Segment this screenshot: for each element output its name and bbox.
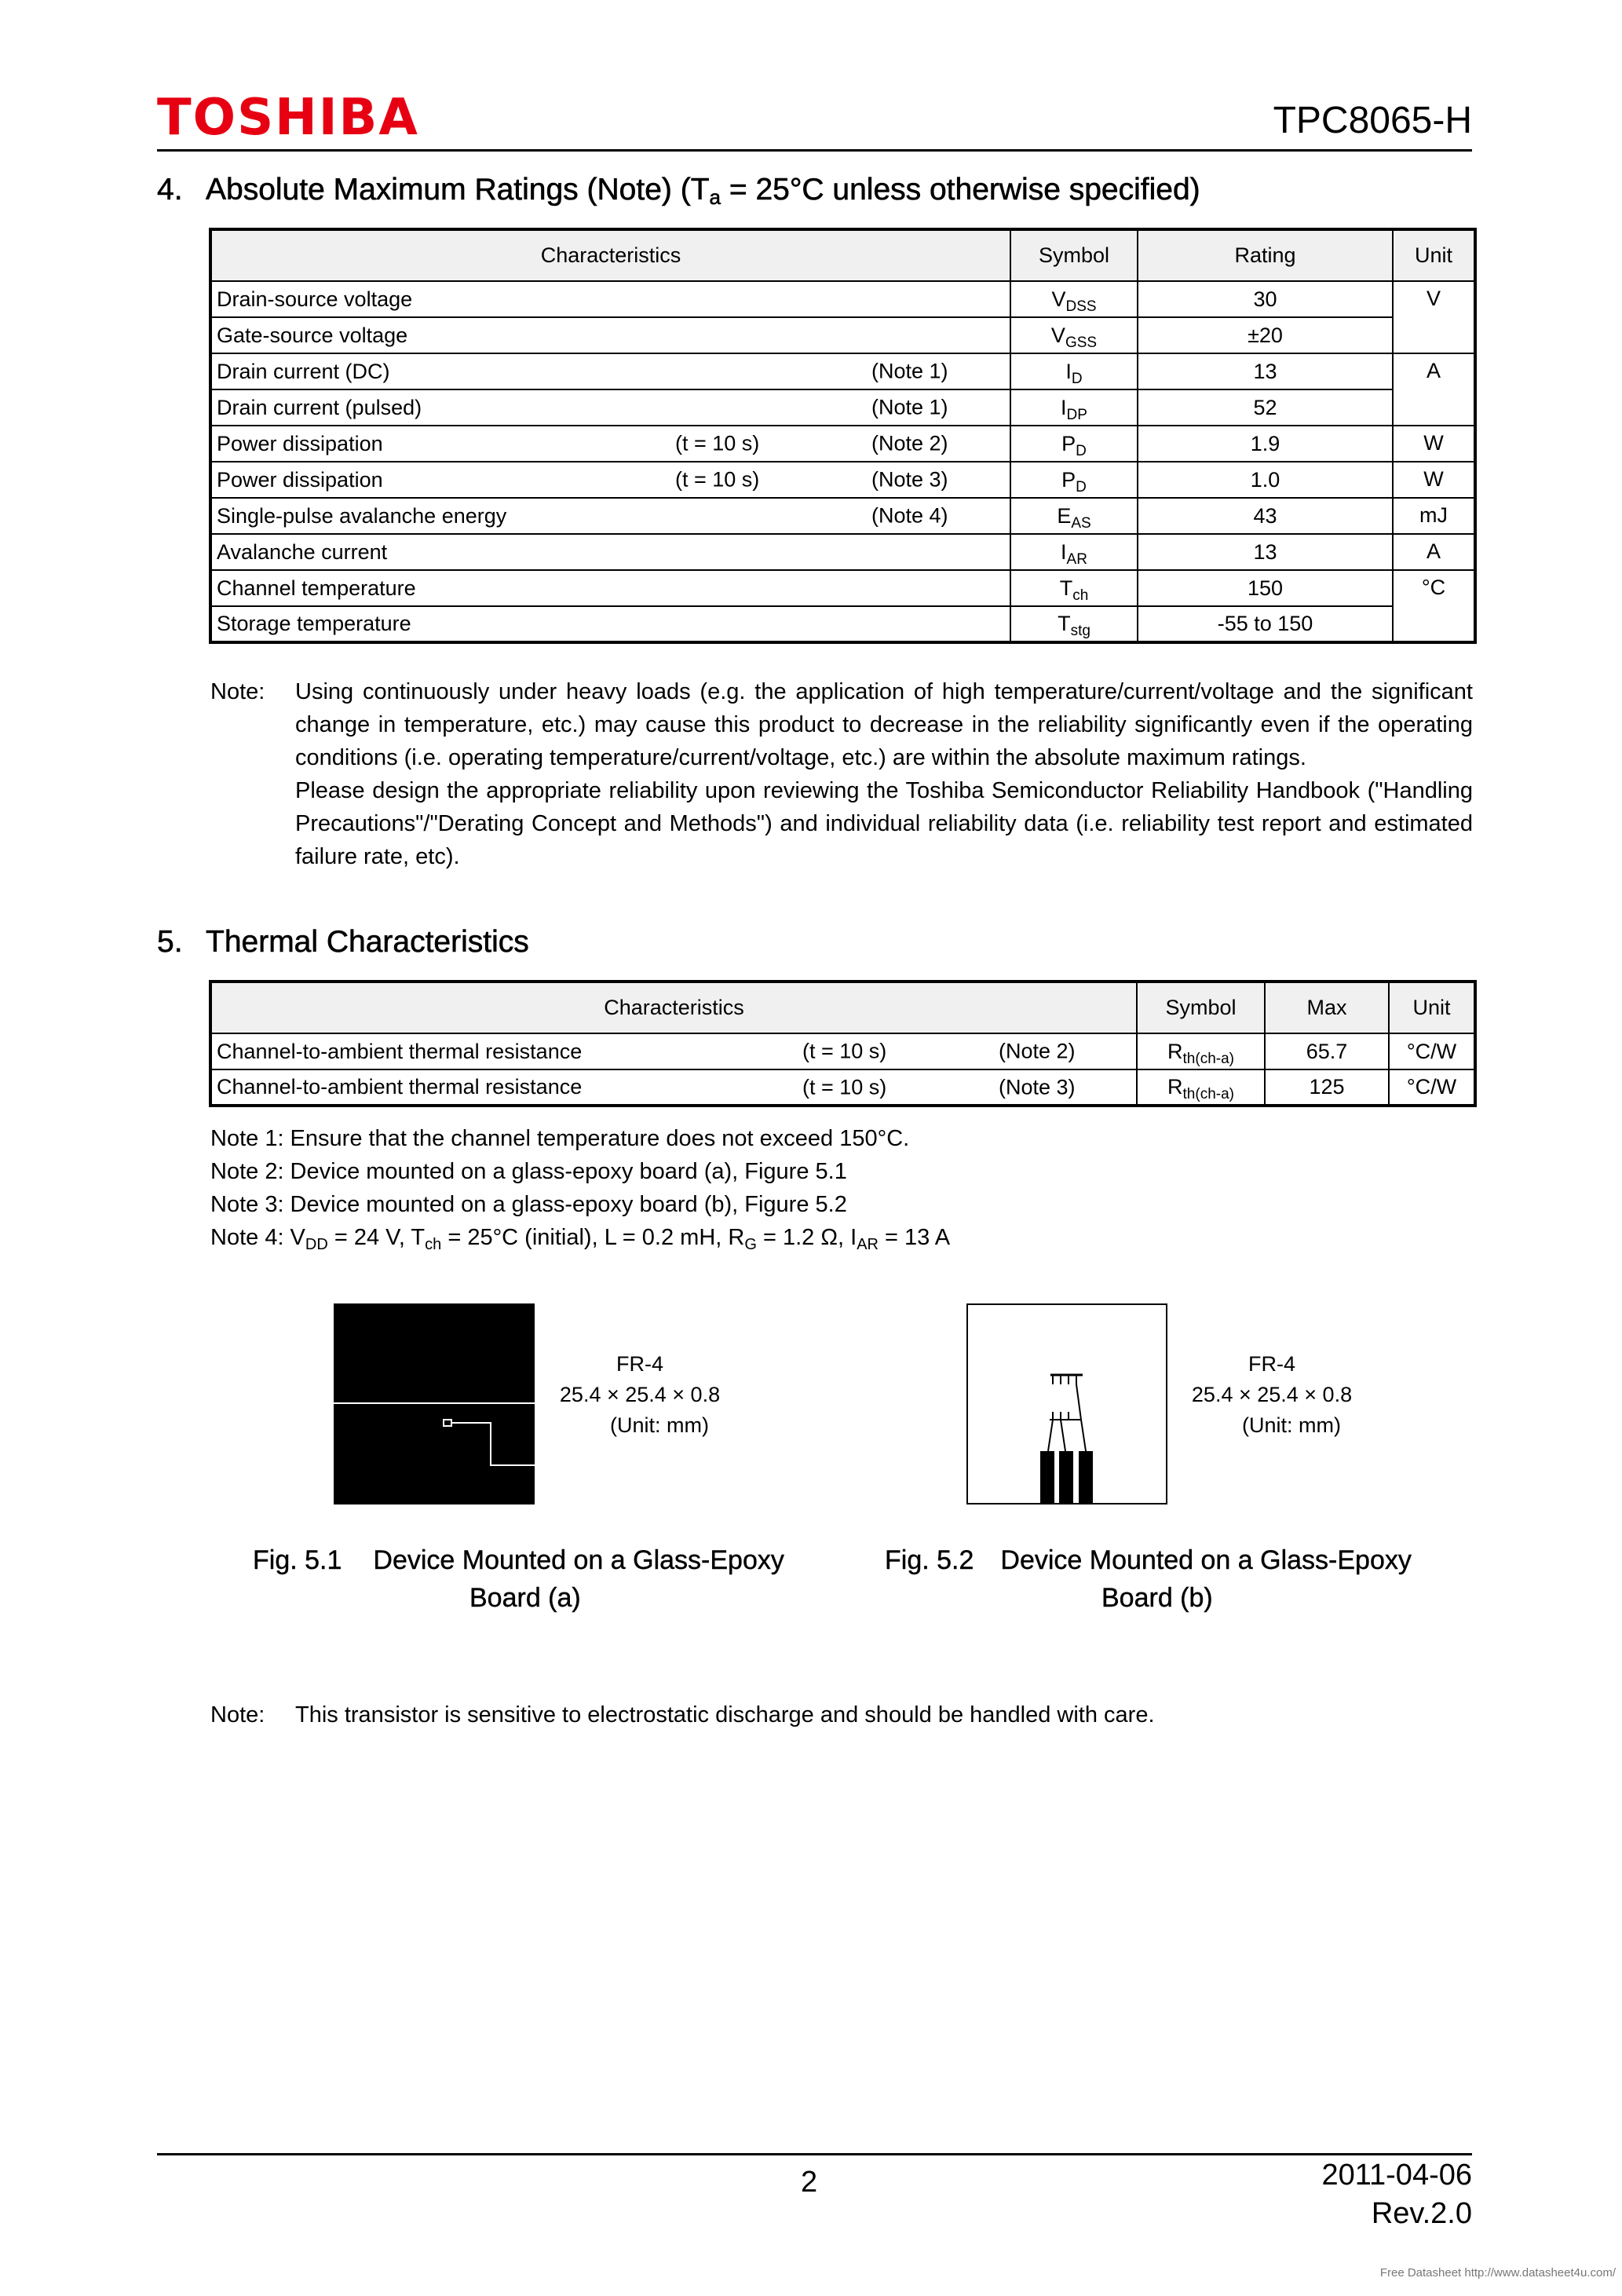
col-header: Max — [1265, 982, 1389, 1033]
characteristic-cell — [210, 317, 1010, 353]
characteristic-name: Drain current (pulsed) — [217, 395, 422, 419]
symbol-cell — [1010, 317, 1138, 353]
note-ref: (Note 3) — [871, 467, 948, 492]
symbol-cell — [1137, 1033, 1265, 1069]
section-number: 4. — [157, 173, 183, 207]
rating-cell: 1.0 — [1138, 462, 1393, 498]
col-header: Characteristics — [210, 982, 1137, 1033]
max-cell: 65.7 — [1265, 1033, 1389, 1069]
unit-cell: °C/W — [1389, 1033, 1475, 1069]
characteristic-cell — [210, 353, 1010, 389]
title-subscript: a — [709, 185, 721, 209]
characteristic-name: Channel temperature — [217, 576, 416, 600]
note-2: Note 2: Device mounted on a glass-epoxy board (a), Figure 5.1 — [210, 1159, 847, 1184]
note-ref: (Note 2) — [871, 431, 948, 455]
table-row — [210, 462, 1475, 498]
table-row — [210, 606, 1475, 642]
symbol-main: P — [1061, 467, 1076, 492]
unit-cell: W — [1393, 426, 1475, 462]
unit-cell: A — [1393, 534, 1475, 570]
page-number: 2 — [801, 2166, 818, 2199]
note-label: Note: — [210, 679, 265, 704]
max-cell: 125 — [1265, 1069, 1389, 1106]
thermal-characteristics-table — [209, 980, 1477, 1107]
condition: (t = 10 s) — [675, 467, 760, 492]
symbol-cell — [1010, 281, 1138, 317]
symbol-subscript: ch — [1072, 587, 1089, 604]
characteristic-name: Power dissipation — [217, 431, 383, 455]
unit-cell: A — [1393, 353, 1475, 426]
table-row — [210, 317, 1475, 353]
symbol-main: E — [1057, 503, 1072, 528]
characteristic-name: Avalanche current — [217, 539, 388, 564]
caption-number: Fig. 5.1 — [253, 1545, 342, 1575]
characteristic-name: Drain-source voltage — [217, 287, 413, 311]
col-header: Characteristics — [210, 229, 1010, 281]
symbol-subscript: DSS — [1065, 298, 1097, 315]
board-dimensions: 25.4 × 25.4 × 0.8 — [1191, 1383, 1353, 1406]
symbol-cell — [1137, 1069, 1265, 1106]
footer-rule — [157, 2153, 1472, 2155]
rating-cell: 13 — [1138, 534, 1393, 570]
caption-text: Device Mounted on a Glass-Epoxy — [373, 1545, 784, 1575]
col-header: Unit — [1389, 982, 1475, 1033]
symbol-main: I — [1061, 539, 1067, 564]
characteristic-name: Channel-to-ambient thermal resistance — [217, 1039, 583, 1063]
characteristic-cell — [210, 389, 1010, 426]
figure-5-1-specs — [550, 1349, 730, 1441]
symbol-cell — [1010, 534, 1138, 570]
characteristic-cell — [210, 281, 1010, 317]
symbol-cell — [1010, 606, 1138, 642]
figure-5-2-caption — [885, 1541, 1450, 1617]
note-4: Note 4: $V_{DD} = 24$ V, $T_{ch} = 25^\circ C$ (initial), L = 0.2 mH, $R_G = 1.2$ Ω, $I_{AR} = 13$ A — [210, 1225, 951, 1253]
title-text: = 25°C unless otherwise specified) — [721, 173, 1200, 207]
symbol-subscript: th(ch-a) — [1182, 1086, 1234, 1102]
symbol-main: R — [1167, 1039, 1183, 1063]
caption-text: Board (a) — [469, 1583, 581, 1613]
characteristic-cell — [210, 606, 1010, 642]
table-header-row — [210, 982, 1475, 1033]
characteristic-name: Single-pulse avalanche energy — [217, 503, 507, 528]
table-row — [210, 1033, 1475, 1069]
symbol-main: T — [1059, 576, 1073, 600]
section-number: 5. — [157, 925, 183, 959]
table-row — [210, 353, 1475, 389]
revision-date: 2011-04-06 — [1321, 2159, 1472, 2192]
board-unit: (Unit: mm) — [610, 1413, 709, 1437]
characteristic-cell — [210, 498, 1010, 534]
symbol-main: T — [1058, 612, 1071, 635]
col-header: Symbol — [1010, 229, 1138, 281]
revision-number: Rev.2.0 — [1371, 2197, 1472, 2230]
reliability-note — [295, 675, 1473, 873]
caption-text: Board (b) — [1101, 1583, 1213, 1613]
board-b-diagram — [966, 1303, 1167, 1504]
unit-cell: mJ — [1393, 498, 1475, 534]
section-4-title — [157, 173, 1200, 209]
col-header: Rating — [1138, 229, 1393, 281]
absolute-maximum-ratings-table — [209, 228, 1477, 644]
note-1: Note 1: Ensure that the channel temperature does not exceed 150°C. — [210, 1126, 910, 1151]
footnotes — [210, 1122, 950, 1254]
condition: (t = 10 s) — [675, 431, 760, 455]
title-text: Thermal Characteristics — [206, 925, 529, 959]
symbol-cell — [1010, 353, 1138, 389]
figure-5-1-board-a — [334, 1303, 535, 1504]
symbol-cell — [1010, 498, 1138, 534]
table-row — [210, 570, 1475, 606]
symbol-subscript: D — [1076, 442, 1087, 459]
unit-cell: °C/W — [1389, 1069, 1475, 1106]
symbol-main: R — [1167, 1075, 1183, 1099]
symbol-cell — [1010, 426, 1138, 462]
symbol-subscript: th(ch-a) — [1182, 1050, 1234, 1067]
characteristic-name: Storage temperature — [217, 612, 411, 635]
rating-cell: ±20 — [1138, 317, 1393, 353]
table-row — [210, 534, 1475, 570]
caption-number: Fig. 5.2 — [885, 1545, 974, 1575]
watermark-link[interactable]: Free Datasheet http://www.datasheet4u.com/ — [1379, 2266, 1616, 2280]
note-ref: (Note 2) — [999, 1039, 1076, 1063]
note-paragraph: Please design the appropriate reliability upon reviewing the Toshiba Semiconductor Reliability Handbook ("Handling Precautions"/"Derating Concept and Methods") and individual reliability data (i.e. reliability test report and estimated failure rate, etc). — [295, 778, 1473, 869]
esd-note: This transistor is sensitive to electrostatic discharge and should be handled with care. — [295, 1702, 1155, 1727]
table-row — [210, 389, 1475, 426]
table-row — [210, 426, 1475, 462]
unit-cell: V — [1393, 281, 1475, 353]
symbol-main: I — [1061, 395, 1067, 419]
col-header: Unit — [1393, 229, 1475, 281]
rating-cell: 43 — [1138, 498, 1393, 534]
board-dimensions: 25.4 × 25.4 × 0.8 — [559, 1383, 721, 1406]
esd-note-label: Note: — [210, 1702, 265, 1727]
rating-cell: 30 — [1138, 281, 1393, 317]
board-material: FR-4 — [1248, 1352, 1295, 1376]
characteristic-cell — [210, 570, 1010, 606]
symbol-subscript: DP — [1066, 406, 1087, 423]
symbol-main: P — [1061, 431, 1076, 455]
table-row — [210, 1069, 1475, 1106]
symbol-subscript: GSS — [1065, 334, 1098, 351]
rating-cell: 1.9 — [1138, 426, 1393, 462]
characteristic-cell — [210, 1069, 1137, 1106]
table-row — [210, 498, 1475, 534]
symbol-main: V — [1051, 287, 1066, 311]
note-paragraph: Using continuously under heavy loads (e.g. the application of high temperature/current/voltage and the significant change in temperature, etc.) may cause this product to decrease in the reliability significantly even if the operating conditions (i.e. operating temperature/current/voltage, etc.) are within the absolute maximum ratings. — [295, 679, 1473, 770]
condition: (t = 10 s) — [802, 1039, 887, 1063]
note-ref: (Note 1) — [871, 395, 948, 419]
symbol-cell — [1010, 462, 1138, 498]
header-rule — [157, 149, 1472, 152]
symbol-main: I — [1065, 359, 1072, 383]
section-5-title — [157, 927, 529, 957]
note-ref: (Note 1) — [871, 359, 948, 383]
condition: (t = 10 s) — [802, 1075, 887, 1099]
symbol-subscript: D — [1071, 370, 1083, 387]
rating-cell: -55 to 150 — [1138, 606, 1393, 642]
unit-cell: W — [1393, 462, 1475, 498]
col-header: Symbol — [1137, 982, 1265, 1033]
table-header-row — [210, 229, 1475, 281]
symbol-subscript: AR — [1066, 550, 1087, 568]
characteristic-cell — [210, 1033, 1137, 1069]
symbol-subscript: AS — [1071, 514, 1091, 532]
symbol-cell — [1010, 389, 1138, 426]
rating-cell: 13 — [1138, 353, 1393, 389]
title-text: Absolute Maximum Ratings (Note) (T — [206, 173, 710, 207]
figure-5-2-specs — [1182, 1349, 1362, 1441]
characteristic-name: Drain current (DC) — [217, 359, 390, 383]
board-material: FR-4 — [616, 1352, 663, 1376]
rating-cell: 150 — [1138, 570, 1393, 606]
note-ref: (Note 3) — [999, 1075, 1076, 1099]
toshiba-logo: TOSHIBA — [157, 89, 419, 147]
characteristic-name: Power dissipation — [217, 467, 383, 492]
characteristic-cell — [210, 462, 1010, 498]
table-row — [210, 281, 1475, 317]
board-unit: (Unit: mm) — [1242, 1413, 1341, 1437]
revision-info — [1321, 2156, 1472, 2233]
symbol-subscript: D — [1076, 478, 1087, 495]
symbol-cell — [1010, 570, 1138, 606]
note-3: Note 3: Device mounted on a glass-epoxy board (b), Figure 5.2 — [210, 1192, 847, 1217]
figure-5-2-board-b — [966, 1303, 1167, 1504]
characteristic-cell — [210, 426, 1010, 462]
caption-text: Device Mounted on a Glass-Epoxy — [1000, 1545, 1412, 1575]
symbol-main: V — [1050, 323, 1065, 347]
characteristic-cell — [210, 534, 1010, 570]
symbol-subscript: stg — [1070, 623, 1090, 639]
characteristic-name: Channel-to-ambient thermal resistance — [217, 1075, 583, 1099]
board-a-diagram — [334, 1303, 535, 1504]
rating-cell: 52 — [1138, 389, 1393, 426]
unit-cell: °C — [1393, 570, 1475, 642]
note-ref: (Note 4) — [871, 503, 948, 528]
part-number: TPC8065-H — [1273, 100, 1472, 141]
characteristic-name: Gate-source voltage — [217, 323, 408, 347]
figure-5-1-caption — [253, 1541, 802, 1617]
